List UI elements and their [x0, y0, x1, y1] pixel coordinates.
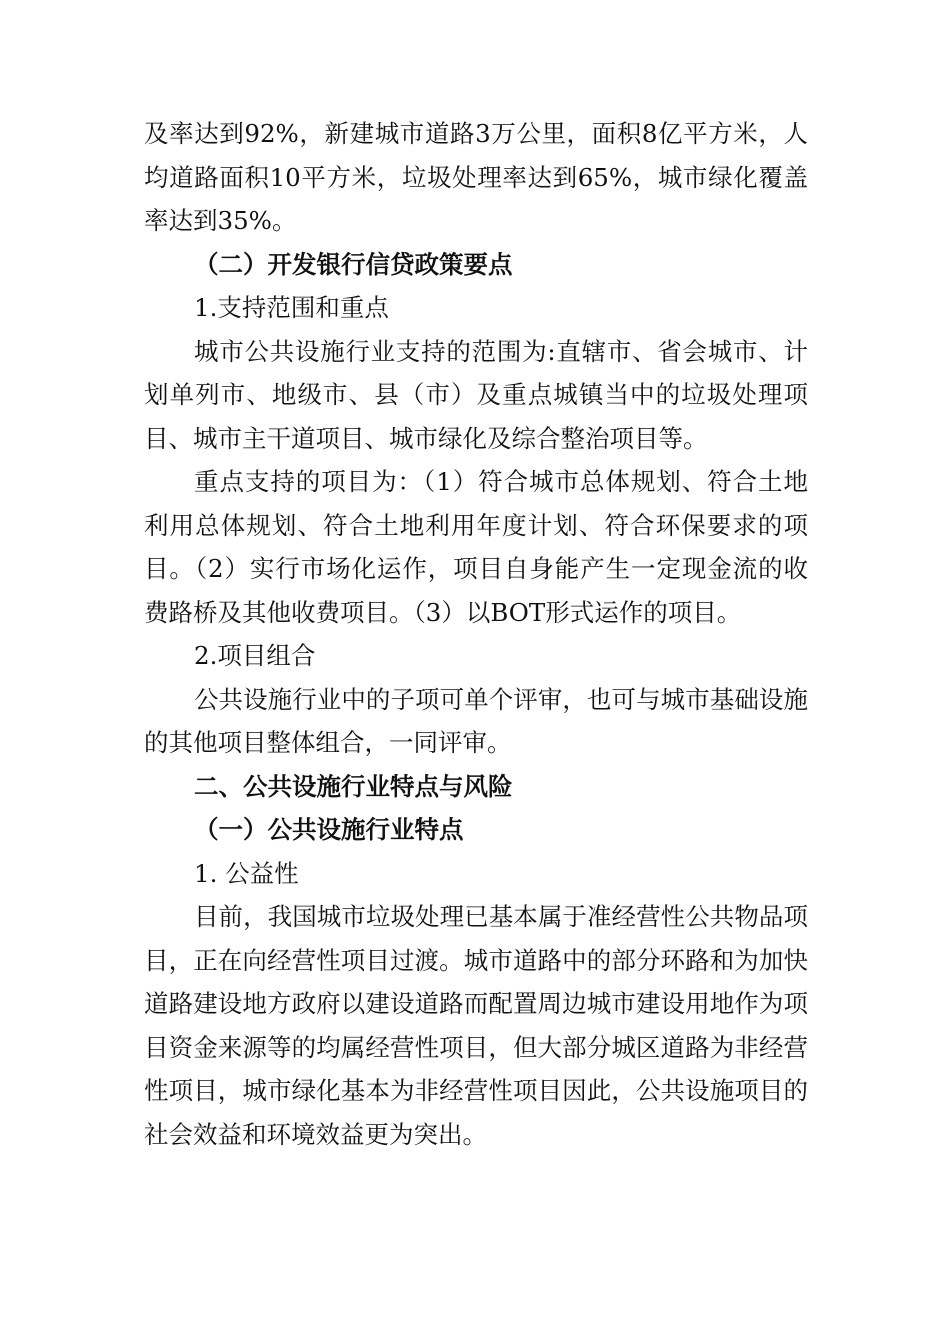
section-heading-industry-risk: 二、公共设施行业特点与风险: [194, 771, 513, 801]
subheading-public-welfare: 1. 公益性: [194, 858, 299, 888]
paragraph-project-combination: 公共设施行业中的子项可单个评审，也可与城市基础设施的其他项目整体组合，一同评审。: [144, 684, 808, 757]
subheading-support-scope: 1.支持范围和重点: [194, 293, 389, 322]
paragraph-public-welfare: 目前，我国城市垃圾处理已基本属于准经营性公共物品项目，正在向经营性项目过渡。城市道路中的部分环路和为加快道路建设地方政府以建设道路而配置周边城市建设用地作为项目资金来源等的均属经营性项目，但大部分城区道路为非经营性项目，城市绿化基本为非经营性项目因此，公共设施项目的社会效益和环境效益更为突出。: [144, 902, 808, 1149]
document-body: [144, 112, 808, 1156]
section-heading-industry-features: （一）公共设施行业特点: [194, 815, 464, 844]
paragraph-coverage-rates: 及率达到92%，新建城市道路3万公里，面积8亿平方米，人均道路面积10平方米，垃圾处理率达到65%，城市绿化覆盖率达到35%。: [144, 119, 808, 235]
paragraph-support-scope: 城市公共设施行业支持的范围为:直辖市、省会城市、计划单列市、地级市、县（市）及重点城镇当中的垃圾处理项目、城市主干道项目、城市绿化及综合整治项目等。: [144, 336, 808, 453]
section-heading-credit-policy: （二）开发银行信贷政策要点: [194, 249, 513, 279]
paragraph-key-projects: 重点支持的项目为：（1）符合城市总体规划、符合土地利用总体规划、符合土地利用年度计划、符合环保要求的项目。（2）实行市场化运作，项目自身能产生一定现金流的收费路桥及其他收费项目。（3）以BOT形式运作的项目。: [144, 467, 808, 627]
subheading-project-combination: 2.项目组合: [194, 641, 316, 670]
